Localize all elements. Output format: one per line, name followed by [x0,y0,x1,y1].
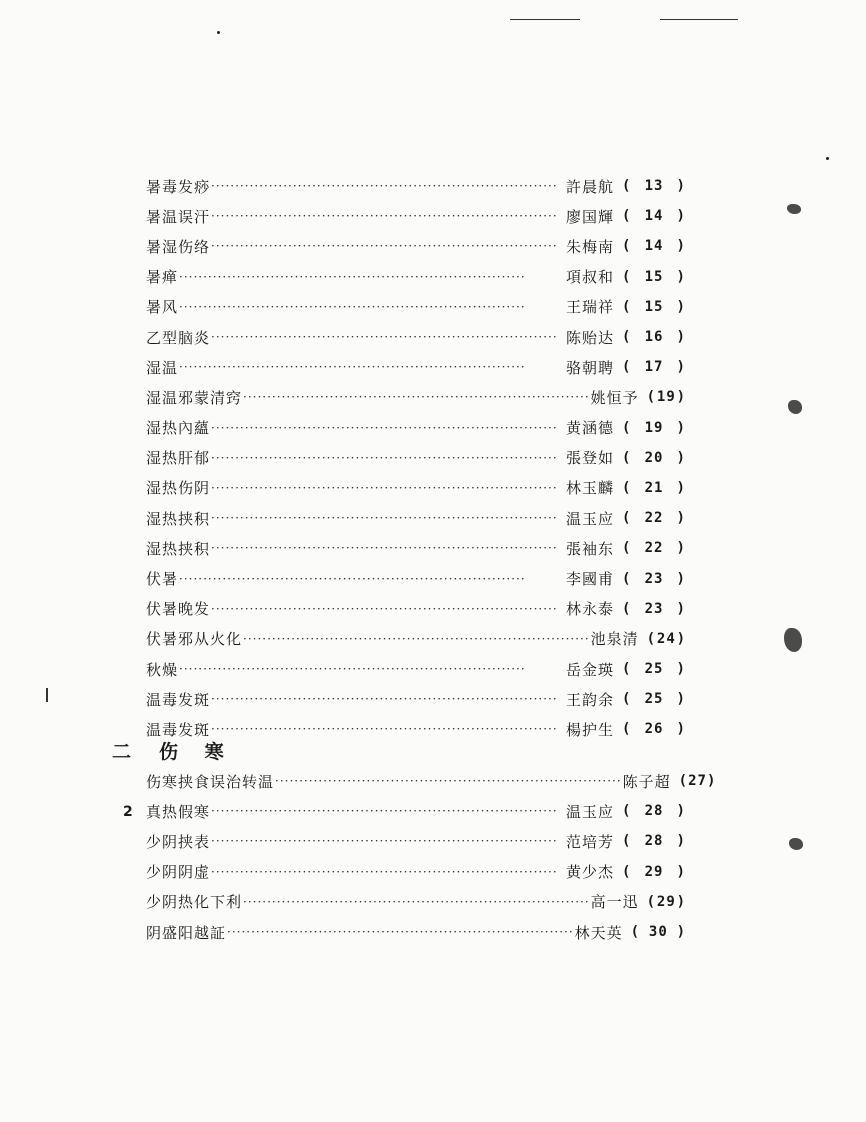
entry-title: 湿热伤阴 [146,479,211,498]
dot-leader: ········································································ [211,511,558,526]
entry-page: ( 30 ) [630,924,686,941]
entry-title: 伤寒挟食误治转温 [146,772,275,791]
entry-page-number: 29 [644,863,664,880]
entry-page-number: 26 [644,721,664,738]
dot-leader: ········································································ [243,390,590,405]
toc-entry [146,171,686,201]
entry-page-number: 22 [644,540,664,557]
entry-author: 高一迅 [590,893,639,912]
entry-page-number: 20 [644,449,664,466]
toc-entry [146,654,686,684]
entry-author: 張袖东 [565,539,614,558]
entry-page: ( 17 ) [622,359,686,376]
entry-author: 范培芳 [565,832,614,851]
entry-page: ( 23 ) [622,570,686,587]
entry-title: 伏暑 [146,570,179,589]
dot-leader: ········································································ [179,269,526,284]
entry-title: 暑毒发痧 [146,177,211,196]
dot-leader: ········································································ [243,894,590,909]
section-heading [112,737,234,764]
entry-page: ( 25 ) [622,691,686,708]
toc-entry [146,503,686,533]
entry-page: ( 22 ) [622,540,686,557]
entry-page: ( 19 ) [622,419,686,436]
dot-leader: ········································································ [211,330,558,345]
scan-blot [787,204,801,214]
dot-leader: ········································································ [211,450,558,465]
entry-title: 湿热肝郁 [146,449,211,468]
entry-page: ( 19 ) [646,389,686,406]
entry-title: 湿温邪蒙清窍 [146,388,243,407]
page-number: 2 [123,804,133,820]
section-title: 伤 寒 [159,741,234,763]
entry-page: ( 15 ) [622,268,686,285]
scan-speck [217,31,220,34]
toc-entry [146,594,686,624]
entry-author: 黄涵德 [565,419,614,438]
entry-page-number: 29 [656,893,676,910]
entry-page: ( 28 ) [622,833,686,850]
toc-entry [146,231,686,261]
entry-author: 王瑞祥 [565,298,614,317]
entry-title: 秋燥 [146,660,179,679]
entry-author: 王韵余 [565,690,614,709]
entry-page-number: 15 [644,298,664,315]
entry-page: ( 16 ) [622,329,686,346]
entry-title: 少阴挟表 [146,832,211,851]
toc-entry [146,322,686,352]
entry-title: 湿热內蘊 [146,419,211,438]
entry-page: ( 22 ) [622,510,686,527]
entry-page-number: 14 [644,238,664,255]
toc-entry [146,413,686,443]
scan-speck [826,157,829,160]
entry-author: 林天英 [574,923,623,942]
entry-author: 李國甫 [565,570,614,589]
entry-page-number: 21 [644,479,664,496]
toc-entry [146,796,686,826]
entry-page-number: 24 [656,630,676,647]
entry-title: 暑风 [146,298,179,317]
toc-entry [146,262,686,292]
dot-leader: ········································································ [227,925,574,940]
entry-page: ( 26 ) [622,721,686,738]
toc-entry [146,917,686,947]
entry-page-number: 27 [688,773,707,790]
toc-list [146,171,686,745]
toc-entry [146,352,686,382]
entry-author: 姚恒予 [590,388,639,407]
dot-leader: ········································································ [179,299,526,314]
entry-page: ( 25 ) [622,661,686,678]
entry-title: 湿热挟积 [146,539,211,558]
dot-leader: ········································································ [211,692,558,707]
toc-entry [146,887,686,917]
scan-blot [788,400,802,414]
dot-leader: ········································································ [179,360,526,375]
entry-author: 廖国輝 [565,207,614,226]
section-number: 二 [112,741,142,763]
entry-page-number: 15 [644,268,664,285]
entry-page: ( 20 ) [622,449,686,466]
entry-page: ( 23 ) [622,600,686,617]
dot-leader: ········································································ [211,864,558,879]
entry-author: 朱梅南 [565,237,614,256]
entry-title: 暑湿伤络 [146,237,211,256]
entry-title: 温毒发斑 [146,720,211,739]
entry-page-number: 17 [644,359,664,376]
toc-entry [146,292,686,322]
toc-entry [146,443,686,473]
toc-entry [146,624,686,654]
entry-page: ( 24 ) [646,630,686,647]
dot-leader: ········································································ [211,722,558,737]
entry-author: 許晨航 [565,177,614,196]
entry-page: ( 29 ) [622,863,686,880]
entry-page: ( 15 ) [622,298,686,315]
entry-page: ( 13 ) [622,178,686,195]
entry-page: ( 14 ) [622,208,686,225]
scan-artifact-line [46,688,48,702]
entry-page: ( 28 ) [622,803,686,820]
entry-page-number: 23 [644,600,664,617]
scan-artifact-line [510,19,580,20]
entry-page-number: 25 [644,691,664,708]
entry-page-number: 13 [644,178,664,195]
toc-entry [146,563,686,593]
toc-entry [146,766,717,796]
entry-page-number: 23 [644,570,664,587]
entry-author: 項叔和 [565,268,614,287]
entry-author: 黄少杰 [565,863,614,882]
toc-entry [146,201,686,231]
entry-author: 岳金瑛 [565,660,614,679]
entry-author: 温玉应 [565,509,614,528]
entry-page: ( 27 ) [678,773,717,790]
entry-author: 楊护生 [565,720,614,739]
toc-entry [146,473,686,503]
scan-blot [789,838,803,850]
entry-page-number: 22 [644,510,664,527]
entry-page-number: 16 [644,329,664,346]
toc-entry [146,826,686,856]
entry-page-number: 25 [644,661,664,678]
entry-author: 林永泰 [565,600,614,619]
entry-title: 伏暑晚发 [146,600,211,619]
entry-page: ( 21 ) [622,479,686,496]
entry-page-number: 30 [648,924,668,941]
entry-title: 少阴热化下利 [146,893,243,912]
scan-blot [784,628,802,652]
toc-entry [146,684,686,714]
entry-title: 湿温 [146,358,179,377]
dot-leader: ········································································ [211,541,558,556]
toc-entry [146,382,686,412]
entry-author: 陈子超 [622,772,671,791]
dot-leader: ········································································ [211,480,558,495]
entry-title: 暑瘅 [146,268,179,287]
dot-leader: ········································································ [179,571,526,586]
dot-leader: ········································································ [179,662,526,677]
entry-title: 少阴阴虚 [146,863,211,882]
entry-author: 陈贻达 [565,328,614,347]
dot-leader: ········································································ [211,209,558,224]
dot-leader: ········································································ [211,834,558,849]
entry-page: ( 29 ) [646,893,686,910]
entry-title: 温毒发斑 [146,690,211,709]
entry-author: 温玉应 [565,802,614,821]
dot-leader: ········································································ [243,631,590,646]
entry-page: ( 14 ) [622,238,686,255]
entry-author: 池泉清 [590,630,639,649]
entry-title: 乙型脑炎 [146,328,211,347]
entry-title: 真热假寒 [146,802,211,821]
entry-author: 骆朝聘 [565,358,614,377]
entry-page-number: 28 [644,833,664,850]
entry-page-number: 14 [644,208,664,225]
dot-leader: ········································································ [211,179,558,194]
entry-title: 伏暑邪从火化 [146,630,243,649]
entry-title: 湿热挟积 [146,509,211,528]
entry-page-number: 19 [656,389,676,406]
scan-artifact-line [660,19,738,20]
entry-author: 張登如 [565,449,614,468]
entry-author: 林玉麟 [565,479,614,498]
entry-title: 暑温误汗 [146,207,211,226]
dot-leader: ········································································ [211,804,558,819]
entry-page-number: 28 [644,803,664,820]
toc-entry [146,857,686,887]
dot-leader: ········································································ [211,601,558,616]
toc-entry [146,533,686,563]
section-toc-list [146,766,717,947]
entry-page-number: 19 [644,419,664,436]
dot-leader: ········································································ [211,420,558,435]
dot-leader: ········································································ [275,774,622,789]
entry-title: 阴盛阳越証 [146,923,227,942]
dot-leader: ········································································ [211,239,558,254]
